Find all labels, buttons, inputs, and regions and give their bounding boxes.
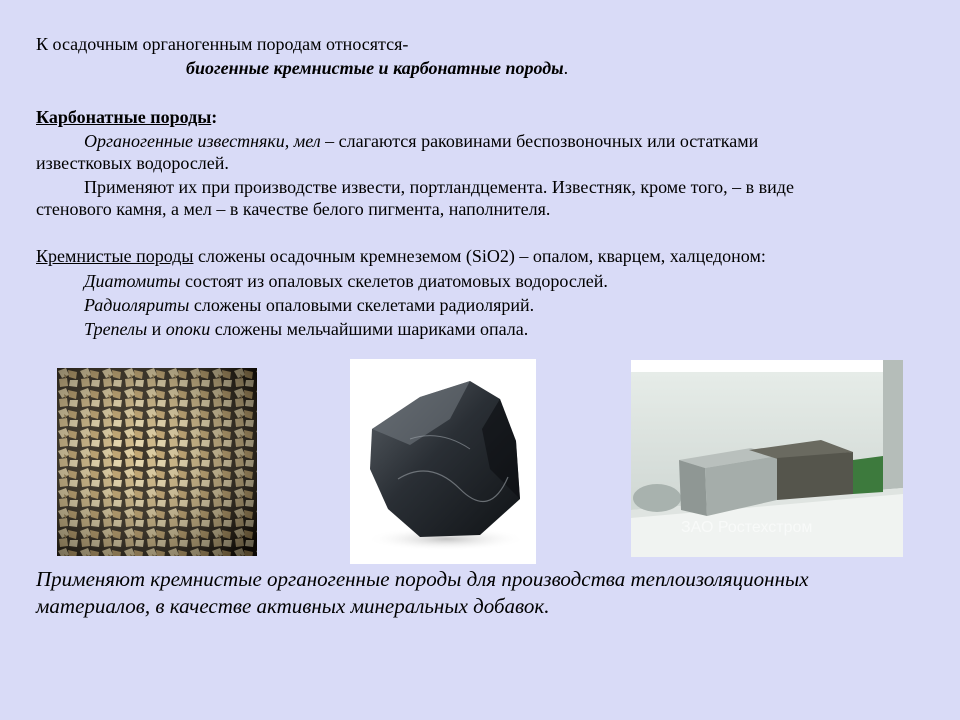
siliceous-heading-rest: сложены осадочным кремнеземом (SiO2) – опалом, кварцем, халцедоном: (193, 246, 766, 266)
radiolarite-term: Радиоляриты (84, 295, 190, 315)
carbonate-p2-line1: Применяют их при производстве извести, портландцемента. Известняк, кроме того, – в виде (84, 177, 794, 197)
watermark-text: ЗАО Ростехстром (681, 519, 813, 536)
carbonate-p1-term: Органогенные известняки, мел (84, 131, 321, 151)
tripoli-conj: и (147, 319, 166, 339)
siliceous-item-3 (84, 318, 528, 340)
siliceous-heading: Кремнистые породы (36, 246, 194, 266)
diatomite-text: состоят из опаловых скелетов диатомовых водорослей. (180, 271, 608, 291)
siliceous-item-1 (84, 270, 608, 292)
carbonate-heading: Карбонатные породы (36, 107, 212, 127)
bricks-drawing (631, 360, 903, 557)
tripoli-term: Трепелы (84, 319, 148, 339)
dark-rock-image (350, 359, 536, 564)
intro-line-2 (186, 57, 568, 79)
tripoli-text: сложены мельчайшими шариками опала. (210, 319, 529, 339)
opoka-term: опоки (165, 319, 211, 339)
intro-period: . (563, 58, 569, 78)
siliceous-heading-line (36, 245, 766, 267)
carbonate-heading-line (36, 106, 217, 128)
radiolarite-text: сложены опаловыми скелетами радиолярий. (189, 295, 535, 315)
conclusion-line-2: материалов, в качестве активных минеральных добавок. (36, 594, 550, 618)
dark-rock-drawing (350, 359, 536, 564)
intro-line-1: К осадочным органогенным породам относятся- (36, 34, 409, 54)
carbonate-p1-line1 (84, 130, 758, 152)
diatomite-term: Диатомиты (84, 271, 181, 291)
granules-drawing (57, 368, 257, 556)
carbonate-heading-colon: : (211, 107, 218, 127)
conclusion-line-1: Применяют кремнистые органогенные породы для производства теплоизоляционных (36, 567, 809, 591)
granules-image (57, 368, 257, 556)
siliceous-item-2 (84, 294, 534, 316)
bricks-image (631, 360, 903, 557)
conclusion (36, 566, 936, 620)
carbonate-p1-line2: известковых водорослей. (36, 153, 229, 173)
carbonate-p2-line2: стенового камня, а мел – в качестве белого пигмента, наполнителя. (36, 199, 551, 219)
intro-emphasis: биогенные кремнистые и карбонатные породы (186, 58, 564, 78)
carbonate-p1-text: – слагаются раковинами беспозвоночных или остатками (320, 131, 759, 151)
